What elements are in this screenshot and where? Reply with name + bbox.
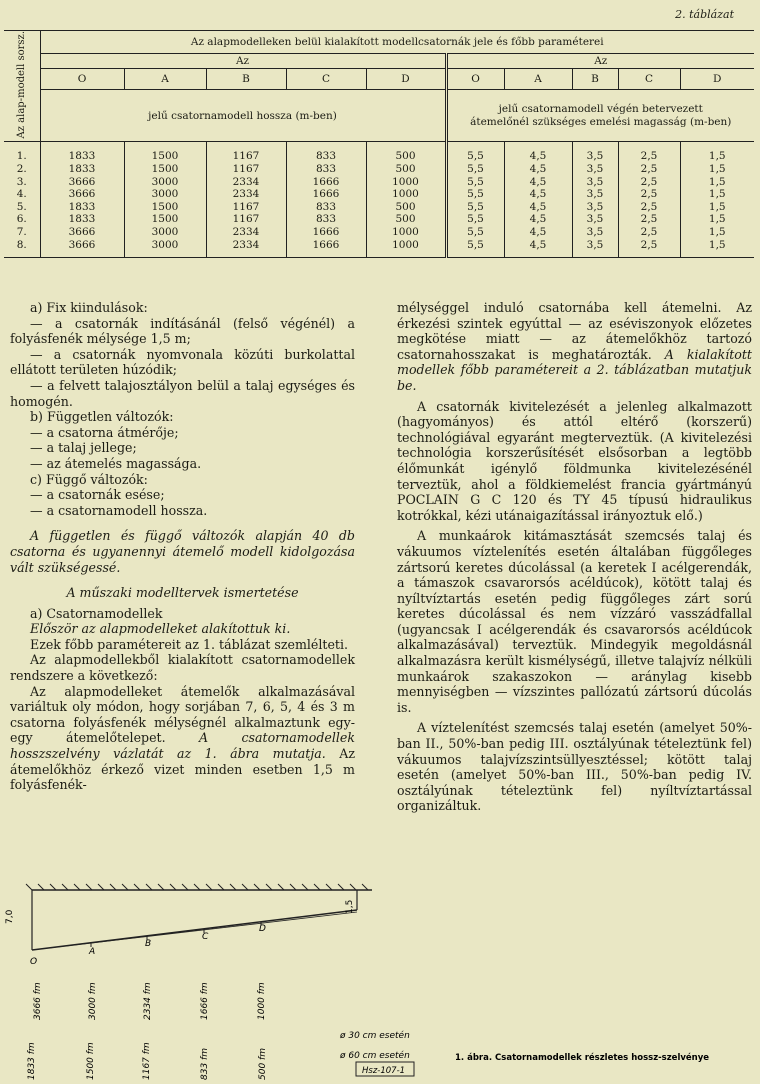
table-cell: 4,5	[504, 201, 572, 214]
stub-header-cell	[4, 31, 40, 142]
table-cell: 1666	[286, 188, 366, 201]
lift-header	[446, 89, 754, 142]
end-depth-label: 1,5	[345, 899, 355, 914]
left-column	[10, 300, 355, 793]
table-cell: 2,5	[618, 163, 680, 176]
length-label-lower: 1167 fm	[142, 1042, 152, 1080]
table-cell: 1,5	[680, 163, 754, 176]
length-label-upper: 1666 fm	[200, 982, 210, 1020]
text-paragraph: A munkaárok kitámasztását szemcsés talaj és vákuumos víztelenítés esetén általában függőleges zártsorú keretes dúcolással (a keretek I acélgerendák, a támaszok csavarorsós acéldúcok), kötött talaj és nyíltvíztartás esetén pedig függőleges zárt sorú keretes dúcolással és nem vízzáró vasszádfallal (ugyancsak I acélgerendák és csavarorsós acéldúcok alkalmazásával) terveztük. Mindegyik megoldásnál alkalmazásra került kismélységű, illetve talajvíz nélküli munkaárok szakaszokon — aránylag kisebb mennyiségben — vízszintes pallózatú zártsorú dúcolás is.	[397, 528, 752, 715]
table-cell: 1000	[366, 226, 446, 239]
code-header: D	[366, 68, 446, 89]
point-label: O	[30, 957, 38, 967]
text-line: — a csatornák indításánál (felső végénél) a folyásfenék mélysége 1,5 m;	[10, 315, 355, 347]
main-header: Az alapmodelleken belül kialakított modellcsatornák jele és főbb paraméterei	[40, 31, 754, 54]
text-line: — a csatornamodell hossza.	[30, 502, 208, 518]
table-cell: 3,5	[572, 226, 618, 239]
text-line: — a csatorna átmérője;	[30, 424, 179, 440]
table-cell: 3666	[40, 239, 124, 258]
table-cell: 1500	[124, 201, 206, 214]
table-cell: 1666	[286, 226, 366, 239]
text-span: Az átemelőkhöz érkező vizet minden esetben 1,5 m folyásfenék-	[10, 746, 355, 793]
length-label-lower: 500 fm	[258, 1048, 268, 1080]
italic-paragraph: A független és függő változók alapján 40 db csatorna és ugyanennyi átemelő modell kidolgozása vált szükségessé.	[10, 528, 355, 575]
table-cell: 4,5	[504, 176, 572, 189]
row-number: 6.	[16, 213, 27, 226]
row-number: 5.	[16, 200, 27, 213]
table-cell: 1,5	[680, 142, 754, 163]
table-cell: 1,5	[680, 226, 754, 239]
longitudinal-profile-figure	[0, 880, 760, 1084]
lift-header-line-1: jelű csatornamodell végén betervezett	[498, 102, 703, 115]
text-line: Először az alapmodelleket alakítottuk ki.	[30, 621, 291, 637]
text-line: — a csatornák nyomvonala közúti burkolattal ellátott területen húzódik;	[10, 346, 355, 378]
table-cell: 5,5	[446, 142, 504, 163]
table-cell: 3,5	[572, 176, 618, 189]
table-cell: 500	[366, 142, 446, 163]
text-span: mélységgel induló csatornába kell átemelni. Az érkezési szintek egyúttal — az eséviszonyok előzetes megkötése miatt — az átemelőkhöz tartozó csatornahosszakat is meghatározták.	[397, 300, 752, 362]
table-cell: 5,5	[446, 213, 504, 226]
table-cell: 5,5	[446, 176, 504, 189]
table-row	[4, 201, 754, 214]
table-row	[4, 163, 754, 176]
table-cell: 1833	[40, 163, 124, 176]
table-cell: 4,5	[504, 213, 572, 226]
table-cell: 500	[366, 213, 446, 226]
length-label-lower: 1833 fm	[27, 1042, 37, 1080]
code-header: C	[286, 68, 366, 89]
table-cell: 1167	[206, 163, 286, 176]
table-cell: 2,5	[618, 201, 680, 214]
point-label: D	[259, 924, 266, 934]
length-label-lower: 1500 fm	[86, 1042, 96, 1080]
table-cell: 3,5	[572, 163, 618, 176]
table-cell: 2,5	[618, 239, 680, 258]
code-header: C	[618, 68, 680, 89]
point-label: A	[89, 947, 96, 957]
ground-hatching	[26, 884, 368, 890]
code-header: B	[206, 68, 286, 89]
table-cell: 1666	[286, 176, 366, 189]
point-label: B	[145, 939, 152, 949]
table-cell: 3,5	[572, 142, 618, 163]
table-cell: 4,5	[504, 239, 572, 258]
table-cell: 1167	[206, 201, 286, 214]
row-number: 2.	[16, 163, 27, 176]
table-cell: 2334	[206, 188, 286, 201]
code-header: O	[40, 68, 124, 89]
group-label-lengths: Az	[40, 53, 446, 68]
table-caption: 2. táblázat	[675, 8, 734, 21]
parameters-table	[4, 30, 754, 258]
figure-caption: 1. ábra. Csatornamodellek részletes hossz-szelvénye	[455, 1053, 710, 1063]
table-reference: A kialakított modellek főbb paramétereit a 2. táblázatban mutatjuk be.	[397, 346, 752, 393]
stamp-text: Hsz-107-1	[362, 1066, 406, 1076]
table-cell: 833	[286, 142, 366, 163]
table-cell: 3666	[40, 176, 124, 189]
table-row	[4, 176, 754, 189]
table-cell: 4,5	[504, 142, 572, 163]
table-cell: 500	[366, 201, 446, 214]
table-cell: 2,5	[618, 188, 680, 201]
code-header: O	[446, 68, 504, 89]
text-paragraph	[10, 684, 355, 793]
table-row	[4, 239, 754, 258]
depth-label: 7,0	[5, 909, 15, 924]
text-line: — a talaj jellege;	[30, 440, 137, 456]
stub-header: Az alap-modell sorsz.	[16, 31, 28, 139]
table-cell: 2,5	[618, 226, 680, 239]
table-cell: 833	[286, 213, 366, 226]
text-span: Az alapmodelleket átemelők alkalmazásával variáltuk oly módon, hogy sorjában 7, 6, 5, 4 és 3 m csatorna folyásfenék mélységnél alkalmaztunk egy-egy átemelőtelepet.	[10, 683, 355, 746]
row-number: 8.	[4, 239, 40, 258]
table-cell: 2334	[206, 226, 286, 239]
text-line: — a csatornák esése;	[30, 487, 165, 503]
length-label-upper: 2334 fm	[143, 982, 153, 1020]
text-line: c) Függő változók:	[30, 471, 148, 487]
row-number: 7.	[16, 226, 27, 239]
table-cell: 3666	[40, 226, 124, 239]
table-cell: 3666	[40, 188, 124, 201]
table-row	[4, 226, 754, 239]
table-cell: 5,5	[446, 226, 504, 239]
point-label: C	[202, 932, 209, 942]
table-cell: 3000	[124, 226, 206, 239]
row-number: 3.	[16, 175, 27, 188]
table-cell: 500	[366, 163, 446, 176]
table-cell: 1,5	[680, 176, 754, 189]
table-cell: 5,5	[446, 163, 504, 176]
table-cell: 1000	[366, 176, 446, 189]
table-cell: 3,5	[572, 239, 618, 258]
table-cell: 3,5	[572, 201, 618, 214]
table-cell: 3000	[124, 239, 206, 258]
text-paragraph: A csatornák kivitelezését a jelenleg alkalmazott (hagyományos) és attól eltérő (korszerű) technológiával egyaránt megterveztük. (A kivitelezési technológia korszerűsítését elsősorban a legtöbb élőmunkát igénylő földmunka kivitelezésénél terveztük, ahol a földkiemelést francia gyártmányú POCLAIN G C 120 és TY 45 típusú hidraulikus kotrókkal, kézi utánaigazítással irányoztuk elő.)	[397, 398, 752, 523]
length-header: jelű csatornamodell hossza (m-ben)	[40, 89, 446, 142]
code-header: A	[124, 68, 206, 89]
subsection-heading: a) Csatornamodellek	[30, 605, 163, 621]
text-line: a) Fix kiindulások:	[30, 300, 148, 315]
figure-reference: A csatornamodellek hosszszelvény vázlatát az 1. ábra mutatja.	[10, 730, 355, 762]
text-line: — az átemelés magassága.	[30, 455, 202, 471]
table-cell: 2,5	[618, 176, 680, 189]
right-column	[397, 300, 752, 814]
table-cell: 1,5	[680, 213, 754, 226]
table-cell: 833	[286, 201, 366, 214]
table-row	[4, 213, 754, 226]
table-cell: 1,5	[680, 201, 754, 214]
table-cell: 1,5	[680, 188, 754, 201]
table-row	[4, 142, 754, 163]
table-cell: 1833	[40, 213, 124, 226]
table-row	[4, 188, 754, 201]
length-label-upper: 3666 fm	[33, 982, 43, 1020]
text-paragraph	[397, 300, 752, 394]
row-number: 1.	[16, 150, 27, 163]
table-cell: 3,5	[572, 213, 618, 226]
table-cell: 1167	[206, 213, 286, 226]
table-cell: 1833	[40, 201, 124, 214]
table-body	[4, 142, 754, 258]
table-cell: 1666	[286, 239, 366, 258]
table-cell: 1833	[40, 142, 124, 163]
text-paragraph: A víztelenítést szemcsés talaj esetén (amelyet 50%-ban II., 50%-ban pedig III. osztályúnak tételeztünk fel) vákuumos talajvízszintsüllyesztéssel; kötött talaj esetén (amelyet 50%-ban III., 50%-ban pedig IV. osztályúnak tételeztünk fel) nyíltvíztartással organizáltuk.	[397, 720, 752, 814]
table-cell: 5,5	[446, 188, 504, 201]
table-cell: 1500	[124, 213, 206, 226]
code-header: A	[504, 68, 572, 89]
table-cell: 4,5	[504, 188, 572, 201]
legend-60cm: ø 60 cm esetén	[340, 1051, 410, 1061]
table-cell: 1000	[366, 188, 446, 201]
table-cell: 5,5	[446, 239, 504, 258]
legend-30cm: ø 30 cm esetén	[340, 1031, 410, 1041]
length-label-upper: 3000 fm	[88, 982, 98, 1020]
lift-header-line-2: átemelőnél szükséges emelési magasság (m-ben)	[470, 115, 732, 128]
length-label-upper: 1000 fm	[257, 982, 267, 1020]
table-cell: 2,5	[618, 213, 680, 226]
table-cell: 4,5	[504, 163, 572, 176]
table-cell: 3000	[124, 176, 206, 189]
table-cell: 5,5	[446, 201, 504, 214]
invert-line-2	[32, 912, 357, 950]
code-header: B	[572, 68, 618, 89]
table-cell: 1000	[366, 239, 446, 258]
section-heading: A műszaki modelltervek ismertetése	[66, 585, 299, 601]
table-cell: 2334	[206, 176, 286, 189]
text-line: Az alapmodellekből kialakított csatornamodellek rendszere a következő:	[10, 652, 355, 684]
table-cell: 4,5	[504, 226, 572, 239]
length-label-lower: 833 fm	[200, 1048, 210, 1080]
text-line: Ezek főbb paramétereit az 1. táblázat szemlélteti.	[30, 636, 349, 652]
table-cell: 2,5	[618, 142, 680, 163]
row-number: 4.	[16, 188, 27, 201]
table-cell: 1500	[124, 142, 206, 163]
table-cell: 1167	[206, 142, 286, 163]
table-cell: 1500	[124, 163, 206, 176]
table-cell: 833	[286, 163, 366, 176]
code-header: D	[680, 68, 754, 89]
table-cell: 3,5	[572, 188, 618, 201]
table-cell: 2334	[206, 239, 286, 258]
group-label-lifts: Az	[446, 53, 754, 68]
table-cell: 3000	[124, 188, 206, 201]
text-line: — a felvett talajosztályon belül a talaj egységes és homogén.	[10, 377, 355, 409]
text-line: b) Független változók:	[30, 409, 174, 425]
table-cell: 1,5	[680, 239, 754, 258]
